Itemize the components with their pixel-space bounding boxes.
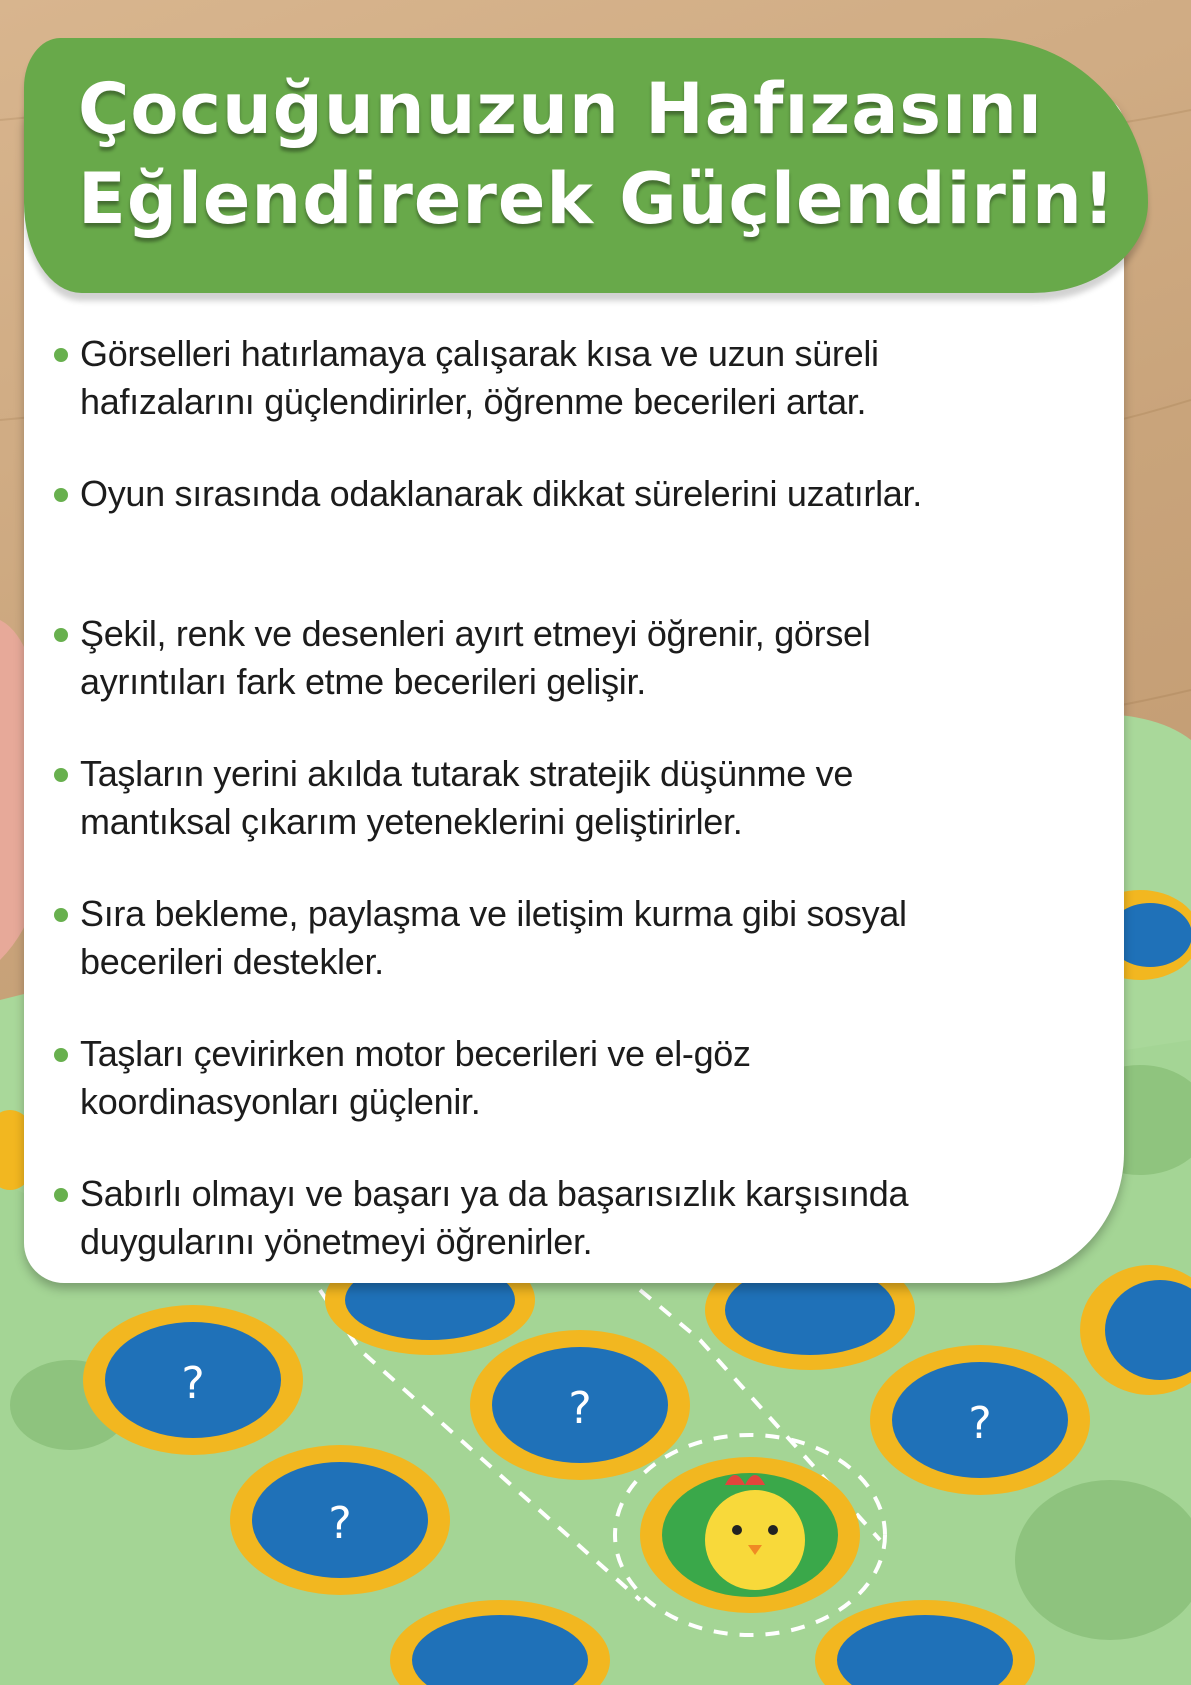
list-item <box>50 750 1050 890</box>
memory-token <box>470 1330 690 1480</box>
svg-text:?: ? <box>181 1358 205 1409</box>
svg-text:?: ? <box>568 1383 592 1434</box>
bullet-dot-icon <box>54 348 68 362</box>
benefit-line: becerileri destekler. <box>80 941 384 982</box>
list-item <box>50 1170 1050 1310</box>
memory-token <box>870 1345 1090 1495</box>
bullet-dot-icon <box>54 768 68 782</box>
benefit-text <box>80 890 1060 986</box>
benefit-line: duygularını yönetmeyi öğrenirler. <box>80 1221 593 1262</box>
bullet-dot-icon <box>54 1188 68 1202</box>
benefit-line: ayrıntıları fark etme becerileri gelişir. <box>80 661 646 702</box>
memory-token <box>83 1305 303 1455</box>
benefit-line: mantıksal çıkarım yeteneklerini geliştirirler. <box>80 801 743 842</box>
bullet-dot-icon <box>54 488 68 502</box>
list-item <box>50 890 1050 1030</box>
benefits-list <box>50 330 1050 1310</box>
benefit-line: Oyun sırasında odaklanarak dikkat sürelerini uzatırlar. <box>80 473 922 514</box>
bullet-dot-icon <box>54 1048 68 1062</box>
benefit-line: koordinasyonları güçlenir. <box>80 1081 481 1122</box>
benefit-text <box>80 470 1060 518</box>
benefit-line: Görselleri hatırlamaya çalışarak kısa ve uzun süreli <box>80 333 879 374</box>
benefit-text <box>80 1170 1060 1266</box>
benefit-line: Taşları çevirirken motor becerileri ve el-göz <box>80 1033 751 1074</box>
list-item <box>50 1030 1050 1170</box>
benefit-text <box>80 1030 1060 1126</box>
benefit-line: Sıra bekleme, paylaşma ve iletişim kurma gibi sosyal <box>80 893 907 934</box>
title-line-1: Çocuğunuzun Hafızasını <box>78 68 1043 150</box>
benefit-text <box>80 750 1060 846</box>
benefit-line: Taşların yerini akılda tutarak stratejik düşünme ve <box>80 753 854 794</box>
bullet-dot-icon <box>54 908 68 922</box>
benefit-text <box>80 610 1060 706</box>
svg-text:?: ? <box>968 1398 992 1449</box>
list-item <box>50 610 1050 750</box>
benefit-line: hafızalarını güçlendirirler, öğrenme becerileri artar. <box>80 381 867 422</box>
chick-token <box>640 1457 860 1613</box>
title-line-2: Eğlendirerek Güçlendirin! <box>78 158 1116 240</box>
list-item <box>50 470 1050 610</box>
benefit-line: Sabırlı olmayı ve başarı ya da başarısızlık karşısında <box>80 1173 909 1214</box>
bullet-dot-icon <box>54 628 68 642</box>
benefit-text <box>80 330 1060 426</box>
benefit-line: Şekil, renk ve desenleri ayırt etmeyi öğrenir, görsel <box>80 613 871 654</box>
memory-token <box>230 1445 450 1595</box>
list-item <box>50 330 1050 470</box>
svg-text:?: ? <box>328 1498 352 1549</box>
